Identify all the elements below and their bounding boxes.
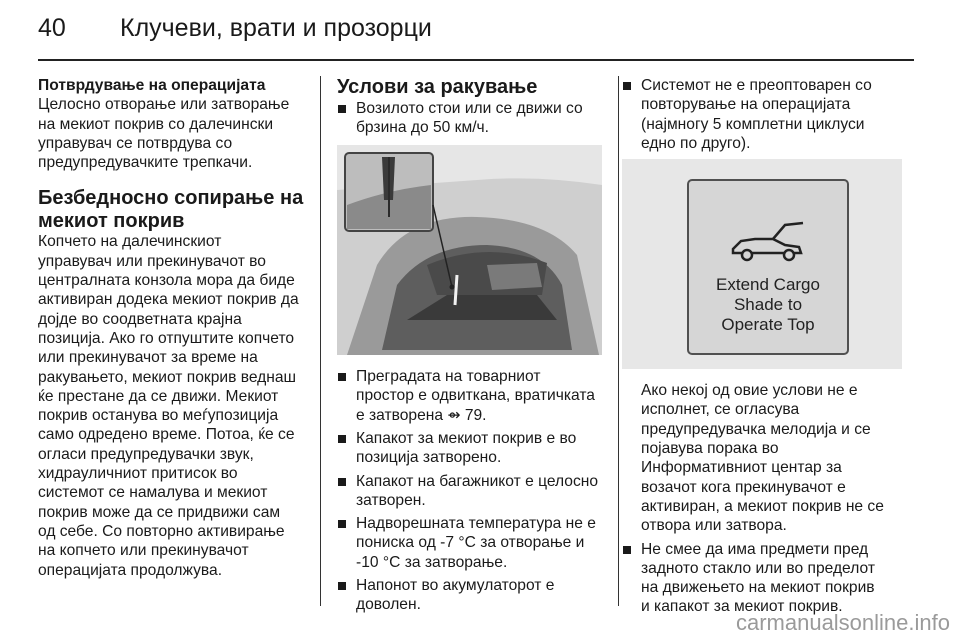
condition-cargo-cover (337, 367, 605, 425)
condition-temperature (337, 514, 605, 572)
text-line: активиран, а мекиот покрив не се (641, 497, 884, 515)
safety-heading (38, 187, 306, 232)
text-line: предупредувачка мелодија и се (641, 420, 871, 438)
bullet-icon (338, 373, 346, 381)
text-line: Системот не е преоптоварен со (641, 77, 872, 94)
column-divider-left (320, 76, 321, 606)
text-line: простор е одвиткана, вратичката (356, 387, 595, 405)
text-line: активиран додека мекиот покрив да (38, 291, 299, 309)
text-line: и капакот за мекиот покрив. (641, 598, 843, 616)
text-line: централната конзола мора да биде (38, 272, 295, 290)
page-number: 40 (38, 14, 66, 42)
column-left (38, 76, 306, 580)
heading-line: Безбедносно сопирање на (38, 187, 304, 210)
text-line: Копчето на далечинскиот (38, 233, 222, 251)
text-line: возачот кога прекинувачот е (641, 478, 846, 496)
text-line: Ако некој од овие услови не е (641, 382, 858, 400)
condition-no-objects (622, 540, 904, 617)
column-middle (337, 76, 605, 615)
dic-message-line: Operate Top (721, 315, 815, 335)
text-line: задното стакло или во пределот (641, 559, 875, 577)
text-line: пониска од -7 °C за отворање и (356, 534, 585, 552)
text-line: само одредено време. Потоа, ќе се (38, 426, 295, 444)
header-divider (38, 59, 914, 61)
dic-message-figure (622, 159, 902, 369)
text-line: ракувањето, мекиот покрив веднаш (38, 368, 297, 386)
text-line: или прекинувачот за време на (38, 349, 258, 367)
safety-text (38, 232, 306, 579)
condition-trunk-lid (337, 472, 605, 511)
heading-line: мекиот покрив (38, 209, 185, 232)
text-line (356, 406, 605, 425)
page-title: Клучеви, врати и прозорци (120, 14, 432, 42)
condition-battery (337, 576, 605, 615)
text-line: Капакот на багажникот е целосно (356, 472, 599, 490)
condition-top-cover (337, 429, 605, 468)
page-reference[interactable]: 79. (464, 406, 487, 424)
condition-speed (337, 99, 605, 138)
text-line: Напонот во акумулаторот е (356, 577, 555, 595)
text-line: хидрауличниот притисок во (38, 465, 238, 483)
dic-message-line: Shade to (733, 295, 803, 315)
text-line: појавува порака во (641, 440, 779, 458)
text-line: на копчето или прекинувачот (38, 542, 249, 560)
text-line: системот се намалува и мекиот (38, 484, 268, 502)
bullet-icon (338, 478, 346, 486)
conditions-heading: Услови за ракување (337, 76, 538, 98)
confirm-heading: Потврдување на операцијата (38, 77, 266, 94)
text-line: управувач или прекинувачот во (38, 252, 266, 270)
text-line: дојде во соодветната крајна (38, 310, 242, 328)
bullet-icon (623, 546, 631, 554)
dic-display (687, 179, 849, 355)
text-line: на мекиот покрив со далечински (38, 115, 274, 133)
text-line: едно по друго). (641, 134, 751, 152)
text-line: исполнет, се огласува (641, 401, 800, 419)
bullet-icon (338, 520, 346, 528)
convertible-car-icon (689, 211, 847, 271)
dic-message-line: Extend Cargo (716, 275, 820, 295)
column-divider-right (618, 76, 619, 606)
text-line: на движењето на мекиот покрив (641, 579, 875, 597)
text-line: -10 °C за затворање. (356, 553, 508, 571)
trunk-photo (337, 145, 602, 355)
text-line: позиција. Ако го отпуштите копчето (38, 329, 295, 347)
page-reference-icon: ⇴ (447, 406, 461, 424)
confirm-text (38, 95, 306, 172)
text-line: од себе. Со повторно активирање (38, 522, 285, 540)
text-fragment: е затворена (356, 406, 444, 424)
text-line: ќе престане да се движи. Мекиот (38, 387, 279, 405)
text-line: позиција затворено. (356, 449, 502, 467)
text-line: предупредувачките трепкачи. (38, 154, 253, 172)
column-right (622, 76, 904, 617)
text-line: доволен. (356, 596, 421, 614)
bullet-icon (338, 582, 346, 590)
watermark: carmanualsonline.info (735, 610, 950, 635)
text-line: брзина до 50 км/ч. (356, 118, 490, 136)
text-line: Информативниот центар за (641, 459, 842, 477)
dic-message (689, 275, 847, 335)
text-line: (најмногу 5 комплетни циклуси (641, 115, 865, 133)
bullet-icon (623, 82, 631, 90)
text-line: Не смее да има предмети пред (641, 540, 869, 558)
text-line: огласи предупредувачки звук, (38, 445, 254, 463)
bullet-icon (338, 105, 346, 113)
text-line: операцијата продолжува. (38, 561, 223, 579)
text-line: Целосно отворање или затворање (38, 96, 290, 114)
text-line: Возилото стои или се движи со (356, 99, 583, 117)
text-line: затворен. (356, 491, 426, 509)
condition-overload (622, 76, 904, 153)
text-line: Надворешната температура не е (356, 515, 596, 533)
text-line: отвора или затвора. (641, 517, 787, 535)
warning-text (622, 381, 904, 535)
text-line: управувач се потврдува со (38, 134, 233, 152)
text-line: повторување на операцијата (641, 96, 851, 114)
trunk-illustration (337, 145, 602, 355)
text-line: Капакот за мекиот покрив е во (356, 429, 577, 447)
text-line: Преградата на товарниот (356, 368, 541, 386)
text-line: покрив може да се придвижи сам (38, 503, 281, 521)
text-line: покрив останува во меѓупозиција (38, 407, 279, 425)
bullet-icon (338, 435, 346, 443)
